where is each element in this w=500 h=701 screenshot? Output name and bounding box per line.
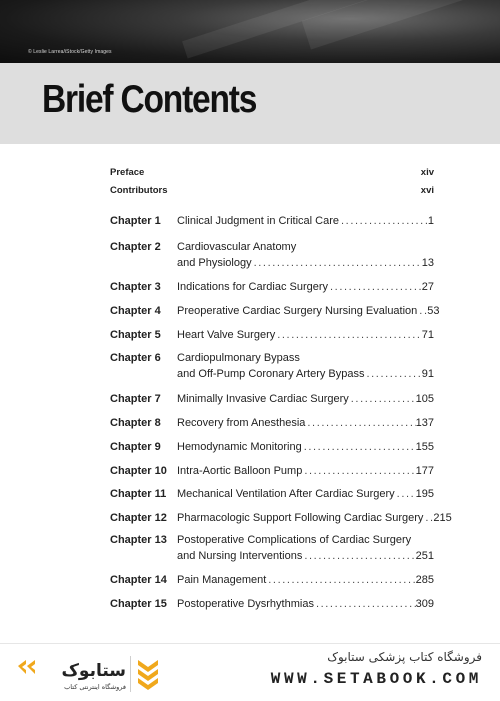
front-matter-page: xiv	[420, 167, 434, 178]
toc-entry	[110, 303, 440, 319]
page-number: 27	[421, 281, 434, 293]
page-number: 215	[433, 512, 452, 524]
photo-credit: © Leslie Larrea/iStock/Getty Images	[28, 49, 112, 55]
chapter-title: and Off-Pump Coronary Artery Bypass	[177, 368, 365, 380]
chapter-title: Heart Valve Surgery	[177, 329, 276, 341]
toc-entry	[110, 439, 434, 455]
dot-leader	[302, 439, 416, 455]
chapter-title: Intra-Aortic Balloon Pump	[177, 465, 303, 477]
chapter-title: Preoperative Cardiac Surgery Nursing Evaluation	[177, 305, 418, 317]
chapter-title: Cardiovascular Anatomy	[177, 241, 297, 253]
dot-leader	[423, 510, 433, 526]
dot-leader	[365, 366, 422, 382]
page-number: 155	[415, 441, 434, 453]
dot-leader	[417, 303, 427, 319]
logo-wordmark: ستابوک	[61, 661, 126, 681]
page-number: 53	[427, 305, 440, 317]
dot-leader	[302, 463, 415, 479]
chapter-title: Pharmacologic Support Following Cardiac Surgery	[177, 512, 424, 524]
page-number: 177	[415, 465, 434, 477]
dot-leader	[266, 572, 415, 588]
chapter-number: Chapter 11	[110, 488, 167, 500]
toc-entry	[110, 279, 434, 295]
dot-leader	[395, 486, 416, 502]
chapter-number: Chapter 2	[110, 241, 161, 253]
page-number: 105	[415, 393, 434, 405]
chapter-number: Chapter 7	[110, 393, 161, 405]
dot-leader	[314, 596, 416, 612]
front-matter-label: Preface	[110, 167, 145, 178]
front-matter-label: Contributors	[110, 185, 168, 196]
chapter-number: Chapter 5	[110, 329, 161, 341]
page-number: 137	[415, 417, 434, 429]
chapter-title: Hemodynamic Monitoring	[177, 441, 302, 453]
toc-entry	[110, 391, 434, 407]
chapter-title: Cardiopulmonary Bypass	[177, 352, 300, 364]
chapter-number: Chapter 15	[110, 598, 167, 610]
chapter-title: Recovery from Anesthesia	[177, 417, 306, 429]
toc-entry	[110, 239, 434, 271]
chapter-title: Postoperative Dysrhythmias	[177, 598, 314, 610]
setabook-logo	[10, 650, 170, 696]
chapter-number: Chapter 1	[110, 215, 161, 227]
page-number: 309	[415, 598, 434, 610]
page-number: 195	[415, 488, 434, 500]
page-number: 71	[421, 329, 434, 341]
chapter-number: Chapter 8	[110, 417, 161, 429]
footer-banner	[0, 643, 500, 701]
dot-leader	[349, 391, 416, 407]
front-matter-row	[110, 166, 434, 184]
dot-leader	[328, 279, 422, 295]
chapter-number: Chapter 3	[110, 281, 161, 293]
site-url-link[interactable]: WWW.SETABOOK.COM	[270, 670, 482, 688]
chapter-title: Pain Management	[177, 574, 267, 586]
chapter-title: Clinical Judgment in Critical Care	[177, 215, 340, 227]
toc-entry	[110, 327, 434, 343]
header-photo	[0, 0, 500, 63]
toc-entry	[110, 572, 434, 588]
shop-name: فروشگاه کتاب پزشکی ستابوک	[327, 650, 482, 664]
chapter-title: and Nursing Interventions	[177, 550, 303, 562]
chapter-title: Minimally Invasive Cardiac Surgery	[177, 393, 349, 405]
front-matter-row	[110, 184, 434, 202]
chapter-number: Chapter 12	[110, 512, 167, 524]
chapter-title: Mechanical Ventilation After Cardiac Surgery	[177, 488, 395, 500]
chapter-title: and Physiology	[177, 257, 252, 269]
table-of-contents	[110, 166, 452, 610]
chapter-number: Chapter 10	[110, 465, 167, 477]
dot-leader	[302, 548, 415, 564]
toc-entry	[110, 350, 434, 382]
chapter-number: Chapter 14	[110, 574, 167, 586]
toc-entry	[110, 596, 434, 612]
chapter-number: Chapter 4	[110, 305, 161, 317]
toc-entry	[110, 463, 434, 479]
dot-leader	[275, 327, 422, 343]
toc-entry	[110, 213, 434, 229]
toc-entry	[110, 510, 452, 526]
page-title: Brief Contents	[42, 78, 257, 121]
page-number: 251	[415, 550, 434, 562]
front-matter	[110, 166, 434, 202]
chapter-title: Indications for Cardiac Surgery	[177, 281, 329, 293]
toc-entry	[110, 486, 434, 502]
chapter-number: Chapter 6	[110, 352, 161, 364]
logo-subtext: فروشگاه اینترنتی کتاب	[64, 683, 126, 691]
page-number: 91	[421, 368, 434, 380]
toc-entry	[110, 532, 434, 564]
front-matter-page: xvi	[420, 185, 434, 196]
dot-leader	[305, 415, 415, 431]
page-number: 13	[421, 257, 434, 269]
dot-leader	[252, 255, 422, 271]
page-number: 1	[427, 215, 434, 227]
chapter-title: Postoperative Complications of Cardiac Surgery	[177, 534, 412, 546]
dot-leader	[339, 213, 428, 229]
page-number: 285	[415, 574, 434, 586]
chapter-number: Chapter 9	[110, 441, 161, 453]
chapter-number: Chapter 13	[110, 534, 167, 546]
toc-entry	[110, 415, 434, 431]
